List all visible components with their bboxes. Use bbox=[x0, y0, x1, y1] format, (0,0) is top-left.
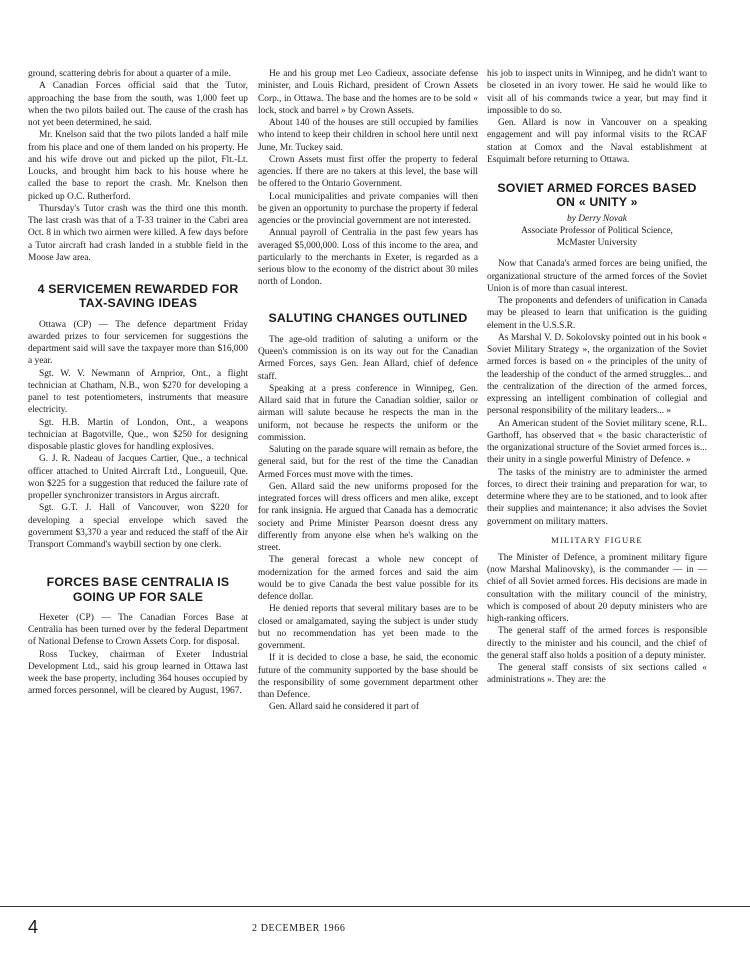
paragraph: Now that Canada's armed forces are being unified, the organizational structure of the armed forces of the Soviet Union is of more than casual interest. bbox=[487, 259, 707, 294]
paragraph: As Marshal V. D. Sokolovsky pointed out in his book « Soviet Military Strategy », the organization of the Soviet armed forces is based on « the principles of the unity of the leadership of the conduct of the armed struggles... and the centralization of the direction of the armed forces, expressing an intelligent combination of collegial and personal responsibility of the military leaders... » bbox=[487, 332, 707, 417]
paragraph: The general staff consists of six sections called « administrations ». They are: the bbox=[487, 663, 707, 686]
column-2 bbox=[258, 68, 478, 714]
paragraph: The general forecast a whole new concept of modernization for the armed forces and said the aim would be to give Canada the best value possible for its defence dollar. bbox=[258, 555, 478, 603]
paragraph: Mr. Knelson said that the two pilots landed a half mile from his place and one of them landed on his property. He and his wife drove out and picked up the pilot, Flt.-Lt. Loucks, and brought him back to his house where he called the base to report the crash. Mr. Knelson then picked up O.C. Rutherford. bbox=[28, 130, 248, 202]
paragraph: his job to inspect units in Winnipeg, and he didn't want to be closeted in an ivory tower. He said he would like to visit all of his commands twice a year, but may find it impossible to do so. bbox=[487, 69, 707, 116]
paragraph: Thursday's Tutor crash was the third one this month. The last crash was that of a T-33 trainer in the Cabri area Oct. 8 in which two airmen were killed. A few days before a Tutor aircraft had crash landed in a stubble field in the Moose Jaw area. bbox=[28, 203, 248, 263]
paragraph: The general staff of the armed forces is responsible directly to the minister and his council, and the chief of the general staff also holds a position of a deputy minister. bbox=[487, 626, 707, 661]
paragraph: He denied reports that several military bases are to be closed or amalgamated, saying the subject is under study but no recommendation has yet been made to the government. bbox=[258, 604, 478, 652]
paragraph: Gen. Allard said he considered it part of bbox=[269, 702, 419, 713]
paragraph: Sgt. W. V. Newmann of Arnprior, Ont., a flight technician at Chatham, N.B., won $270 for developing a panel to test potentiometers, instruments that measure electricity. bbox=[28, 368, 248, 416]
paragraph: An American student of the Soviet military scene, R.L. Garthoff, has observed that « the basic characteristic of the organizational structure of the Soviet armed forces is... their unity in a single powerful Ministry of Defence. » bbox=[487, 418, 707, 466]
headline: SALUTING CHANGES OUTLINED bbox=[268, 310, 468, 325]
paragraph: Sgt. G.T. J. Hall of Vancouver, won $220 for developing a special envelope which saved the government $3,370 a year and reduced the staff of the Air Transport Command's waybill section by one clerk. bbox=[28, 503, 248, 551]
column-3 bbox=[487, 68, 707, 687]
headline: FORCES BASE CENTRALIA IS GOING UP FOR SALE bbox=[46, 575, 230, 604]
paragraph: A Canadian Forces official said that the Tutor, approaching the base from the south, was 1,000 feet up when the two pilots bailed out. The cause of the crash has not yet been determined, he said. bbox=[28, 81, 248, 128]
paragraph: G. J. R. Nadeau of Jacques Cartier, Que., a technical officer attached to United Aircraft Ltd., Longueuil, Que. won $225 for a suggestion that reduced the failure rate of propeller synchronizer transistors in Argus aircraft. bbox=[28, 454, 248, 502]
paragraph: The Minister of Defence, a prominent military figure (now Marshal Malinovsky), is the commander — in — chief of all Soviet armed forces. His decisions are made in consultation with the military council of the ministry, which is composed of about 20 deputy ministers who are high-ranking officers. bbox=[487, 552, 707, 625]
paragraph: If it is decided to close a base, he said, the economic future of the community supported by the base should be the responsibility of some government department other than Defence. bbox=[258, 653, 478, 701]
paragraph: ground, scattering debris for about a quarter of a mile. bbox=[28, 69, 231, 79]
paragraph: Hexeter (CP) — The Canadian Forces Base at Centralia has been turned over by the federal Department of National Defense to Crown Assets Corp. for disposal. bbox=[28, 612, 248, 648]
paragraph: Local municipalities and private companies will then be given an opportunity to purchase the property if federal agencies or the provincial government are not interested. bbox=[258, 191, 478, 226]
paragraph: Gen. Allard said the new uniforms proposed for the integrated forces will dress officers and men alike, except for rank insignia. He argued that Canada has a democratic society and Prime Minister Pearson doesnt dress any differently from anyone else when he's walking on the street. bbox=[258, 481, 478, 554]
paragraph: Crown Assets must first offer the property to federal agencies. If there are no takers at this level, the base will be offered to the Ontario Government. bbox=[258, 154, 478, 190]
paragraph: The proponents and defenders of unification in Canada may be pleased to learn that unification is the guiding element in the U.S.S.R. bbox=[487, 296, 707, 331]
headline: 4 SERVICEMEN REWARDED FOR TAX-SAVING IDEAS bbox=[37, 282, 239, 311]
footer-rule bbox=[0, 906, 750, 907]
paragraph: Sgt. H.B. Martin of London, Ont., a weapons technician at Bagotville, Que., won $250 for designing disposable plastic gloves for handling explosives. bbox=[28, 417, 248, 453]
column-1 bbox=[28, 68, 248, 698]
paragraph: Ross Tuckey, chairman of Exeter Industrial Development Ltd., said his group learned in Ottawa last week the base property, including 364 houses occupied by armed forces personnel, will be cleared by August, 1967. bbox=[28, 649, 248, 697]
paragraph: Gen. Allard is now in Vancouver on a speaking engagement and will pay informal visits to the RCAF station at Comox and the Naval establishment at Esquimalt before returning to Ottawa. bbox=[487, 118, 707, 165]
headline: SOVIET ARMED FORCES BASED ON « UNITY » bbox=[497, 181, 697, 210]
byline: by Derry Novak bbox=[567, 213, 627, 224]
issue-date: 2 DECEMBER 1966 bbox=[252, 923, 346, 934]
page-number: 4 bbox=[28, 917, 39, 937]
paragraph: Speaking at a press conference in Winnipeg, Gen. Allard said that in future the Canadian soldier, sailor or airman will salute because he respects the man in the uniform, not because he respects the uniform or the commission. bbox=[258, 383, 478, 443]
paragraph: Saluting on the parade square will remain as before, the general said, but for the rest of the time the Canadian Armed Forces must move with the times. bbox=[258, 445, 478, 480]
paragraph: He and his group met Leo Cadieux, associate defense minister, and Louis Richard, president of Crown Assets Corp., in Ottawa. The base and the homes are to be sold « lock, stock and barrel » by Crown Assets. bbox=[258, 69, 478, 116]
paragraph: Annual payroll of Centralia in the past few years has averaged $5,000,000. Loss of this income to the area, and particularly to the merchants in Exeter, is regarded as a serious blow to the economy of the district about 30 miles north of London. bbox=[258, 228, 478, 288]
paragraph: About 140 of the houses are still occupied by families who intend to keep their children in school here until next June, Mr. Tuckey said. bbox=[258, 118, 478, 153]
byline: McMaster University bbox=[556, 238, 638, 249]
paragraph: The age-old tradition of saluting a uniform or the Queen's commission is on its way out for the Canadian Armed Forces, says Gen. Jean Allard, chief of defence staff. bbox=[258, 334, 478, 382]
byline: Associate Professor of Political Science, bbox=[521, 225, 673, 236]
paragraph: The tasks of the ministry are to administer the armed forces, to direct their training and preparation for war, to determine where they are to be stationed, and to look after their supplies and maintenance; it also advises the Soviet government on military matters. bbox=[487, 467, 707, 527]
paragraph: Ottawa (CP) — The defence department Friday awarded prizes to four servicemen for suggestions the department said will save the taxpayer more than $16,000 a year. bbox=[28, 319, 248, 367]
subheading: MILITARY FIGURE bbox=[551, 534, 643, 545]
